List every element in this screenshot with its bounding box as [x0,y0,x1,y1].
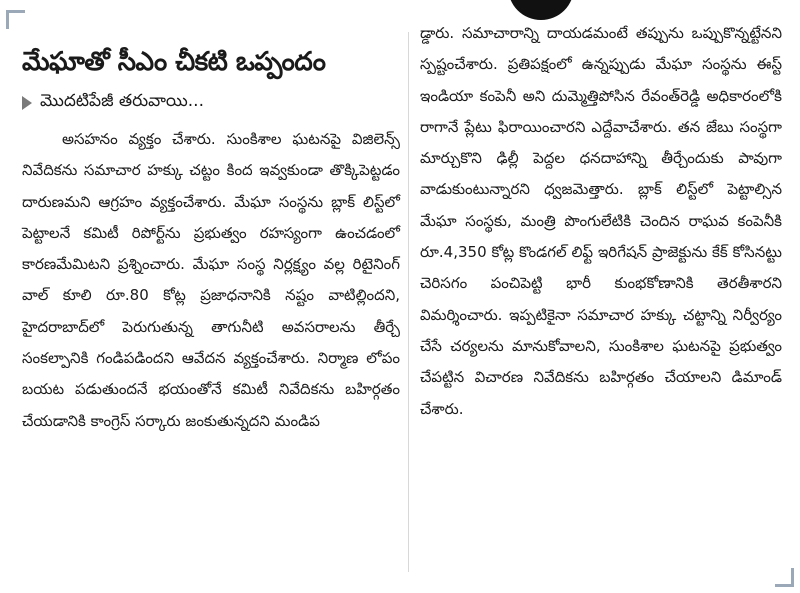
right-column [420,18,782,425]
clip-corner-bottom-right [775,568,794,587]
masthead-logo-fragment [508,0,574,20]
left-column [22,42,400,437]
continued-from-label [22,88,400,118]
continued-from-text: మొదటిపేజీ తరువాయి... [40,91,204,111]
column-divider [408,32,409,572]
article-headline: మేఘాతో సీఎం చీకటి ఒప్పందం [22,47,326,77]
article-body-left-text: అసహనం వ్యక్తం చేశారు. సుంకిశాల ఘటనపై విజిలెన్స్ నివేదికను సమాచార హక్కు చట్టం కింద ఇవ్వకుండా తొక్కిపెట్టడం దారుణమని ఆగ్రహం వ్యక్తంచేశారు. మేఘా సంస్థను బ్లాక్ లిస్ట్‌లో పెట్టాలనే కమిటీ రిపోర్ట్‌ను ప్రభుత్వం రహస్యంగా ఉంచడంలో కారణమేమిటని ప్రశ్నించారు. మేఘా సంస్థ నిర్లక్ష్యం వల్ల రిటైనింగ్ వాల్ కూలి రూ.80 కోట్ల ప్రజాధనానికి నష్టం వాటిల్లిందని, హైదరాబాద్‌లో పెరుగుతున్న తాగునీటి అవసరాలను తీర్చే సంకల్పానికి గండిపడిందని ఆవేదన వ్యక్తంచేశారు. నిర్మాణ లోపం బయట పడుతుందనే భయంతోనే కమిటీ నివేదికను బహిర్గతం చేయడానికి కాంగ్రెస్ సర్కారు జంకుతున్నదని మండిప [22,130,400,430]
chevron-right-icon [22,96,32,110]
article-body-right: డ్డారు. సమాచారాన్ని దాయడమంటే తప్పును ఒప్పుకొన్నట్టేనని స్పష్టంచేశారు. ప్రతిపక్షంలో ఉన్నప్పుడు మేఘా సంస్థను ఈస్ట్ ఇండియా కంపెనీ అని దుమ్మెత్తిపోసిన రేవంత్‌రెడ్డి అధికారంలోకి రాగానే ప్లేటు ఫిరాయించారని ఎద్దేవాచేశారు. తన జేబు సంస్థగా మార్చుకొని ఢిల్లీ పెద్దల ధనదాహాన్ని తీర్చేందుకు పావుగా వాడుకుంటున్నారని ధ్వజమెత్తారు. బ్లాక్ లిస్ట్‌లో పెట్టాల్సిన మేఘా సంస్థకు, మంత్రి పొంగులేటికి చెందిన రాఘవ కంపెనీకి రూ.4,350 కోట్ల కొండగల్ లిఫ్ట్ ఇరిగేషన్ ప్రాజెక్టును కేక్ కోసినట్టు చెరిసగం పంచిపెట్టి భారీ కుంభకోణానికి తెరతీశారని విమర్శించారు. ఇప్పటికైనా సమాచార హక్కు చట్టాన్ని నిర్వీర్యం చేసే చర్యలను మానుకోవాలని, సుంకిశాల ఘటనపై ప్రభుత్వం చేపట్టిన విచారణ నివేదికను బహిర్గతం చేయాలని డిమాండ్ చేశారు. [420,24,782,418]
clip-corner-top-left [6,10,25,29]
article-body-left [22,124,400,437]
